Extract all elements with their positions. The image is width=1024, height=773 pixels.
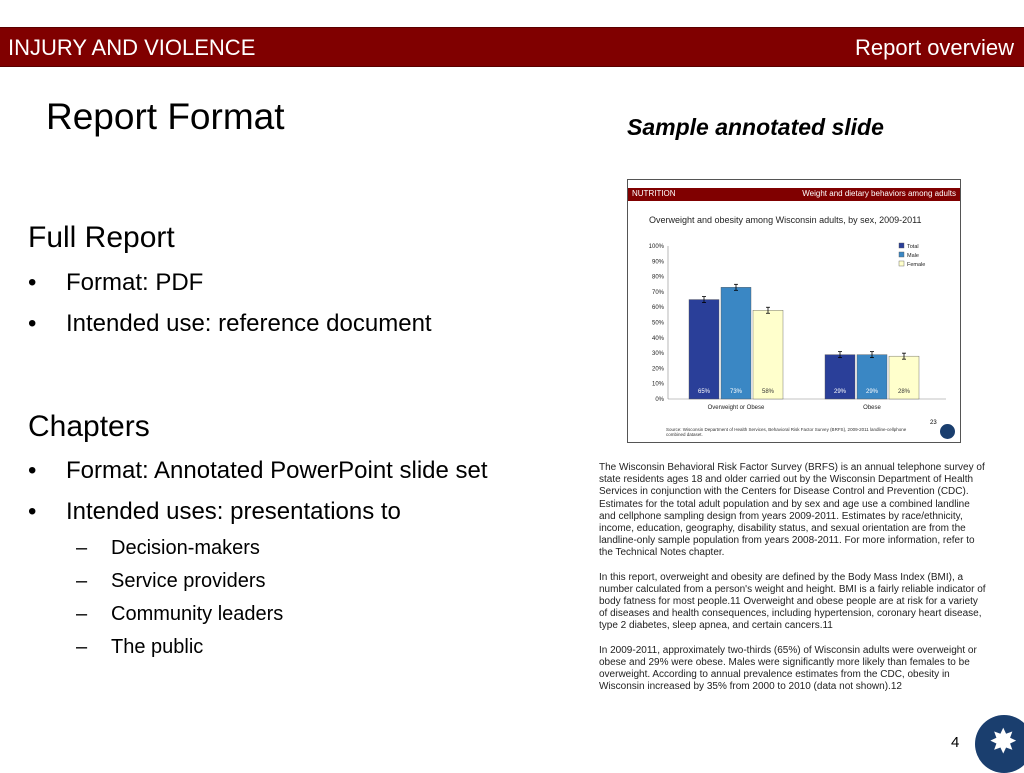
bar	[721, 287, 751, 399]
bullet-icon: •	[28, 498, 37, 525]
y-tick-label: 100%	[648, 244, 664, 250]
annotation-paragraph: In 2009-2011, approximately two-thirds (65%) of Wisconsin adults were overweight or obese and 29% were obese. Males were significantly more likely than females to be overweight. According to annual prevalence estimates from the CDC, obesity in Wisconsin increased by 35% from 2000 to 2010 (data not shown).12	[599, 644, 977, 693]
bar-value-label: 65%	[697, 389, 711, 395]
page-title: Report Format	[46, 96, 285, 137]
full-report-heading: Full Report	[28, 221, 175, 254]
bar-chart	[628, 180, 960, 442]
bar	[753, 310, 783, 399]
x-category-label: Obese	[863, 405, 881, 411]
bullet-icon: •	[28, 457, 37, 484]
bullet-icon: •	[28, 269, 37, 296]
y-tick-label: 70%	[651, 289, 664, 296]
slide-annotation	[599, 462, 989, 705]
y-tick-label: 30%	[651, 351, 664, 358]
sample-slide-subtitle: Weight and dietary behaviors among adults	[802, 189, 956, 198]
chart-title: Overweight and obesity among Wisconsin adults, by sex, 2009-2011	[649, 215, 922, 225]
y-tick-label: 20%	[651, 366, 664, 373]
legend-swatch	[899, 261, 904, 266]
legend-label: Female	[907, 262, 926, 268]
header-report-overview: Report overview	[855, 35, 1014, 60]
chapters-heading: Chapters	[28, 410, 150, 443]
dash-icon: –	[76, 636, 88, 658]
person-figure-icon: ✸	[975, 715, 1024, 773]
dash-icon: –	[76, 570, 88, 592]
y-tick-label: 90%	[651, 259, 664, 266]
bar-value-label: 28%	[897, 389, 911, 395]
sample-slide-label: Sample annotated slide	[627, 114, 884, 140]
sample-slide-source: Source: Wisconsin Department of Health Services, Behavioral Risk Factor Survey (BRFS), 2009-2011 landline-cellphone combined dataset.	[666, 427, 907, 437]
sample-slide-logo-icon	[940, 424, 955, 439]
bullet-icon: •	[28, 310, 37, 337]
dash-icon: –	[76, 537, 88, 559]
y-tick-label: 50%	[651, 320, 664, 327]
bar-value-label: 58%	[761, 389, 775, 395]
sample-slide-page-number: 23	[930, 420, 937, 426]
y-tick-label: 60%	[651, 305, 664, 312]
annotation-paragraph: The Wisconsin Behavioral Risk Factor Survey (BRFS) is an annual telephone survey of state residents ages 18 and older carried out by the Wisconsin Department of Health Services in conjunction with the Centers for Disease Control and Prevention (CDC). Estimates for the total adult population and by sex and age use a combined landline and cellphone sampling design from years 2009-2011. Estimates by race/ethnicity, income, education, geography, disability status, and sexual orientation are from the landline-only sample population from years 2008-2011. For more information, refer to the Technical Notes chapter.	[599, 462, 985, 559]
dash-icon: –	[76, 603, 88, 625]
sample-slide-section: NUTRITION	[632, 189, 676, 198]
y-tick-label: 0%	[655, 397, 664, 403]
header-bar	[0, 27, 1024, 67]
bar-value-label: 29%	[865, 389, 879, 395]
y-tick-label: 80%	[651, 274, 664, 281]
page-number: 4	[951, 734, 960, 751]
x-category-label: Overweight or Obese	[707, 405, 765, 411]
legend-label: Total	[907, 244, 919, 250]
y-tick-label: 10%	[651, 381, 664, 388]
annotation-paragraph: In this report, overweight and obesity are defined by the Body Mass Index (BMI), a number calculated from a person's weight and height. BMI is a fairly reliable indicator of body fatness for most people.11 Overweight and obese people are at risk for a variety of diseases and health consequences, including hypertension, coronary heart disease, type 2 diabetes, sleep apnea, and certain cancers.11	[599, 571, 986, 632]
legend-swatch	[899, 252, 904, 257]
y-tick-label: 40%	[651, 335, 664, 342]
bar-value-label: 29%	[833, 389, 847, 395]
bar	[689, 300, 719, 399]
header-section-title: INJURY AND VIOLENCE	[8, 35, 256, 60]
legend-label: Male	[907, 253, 919, 259]
legend-swatch	[899, 243, 904, 248]
sample-slide-thumbnail	[627, 179, 961, 443]
bar-value-label: 73%	[729, 389, 743, 395]
